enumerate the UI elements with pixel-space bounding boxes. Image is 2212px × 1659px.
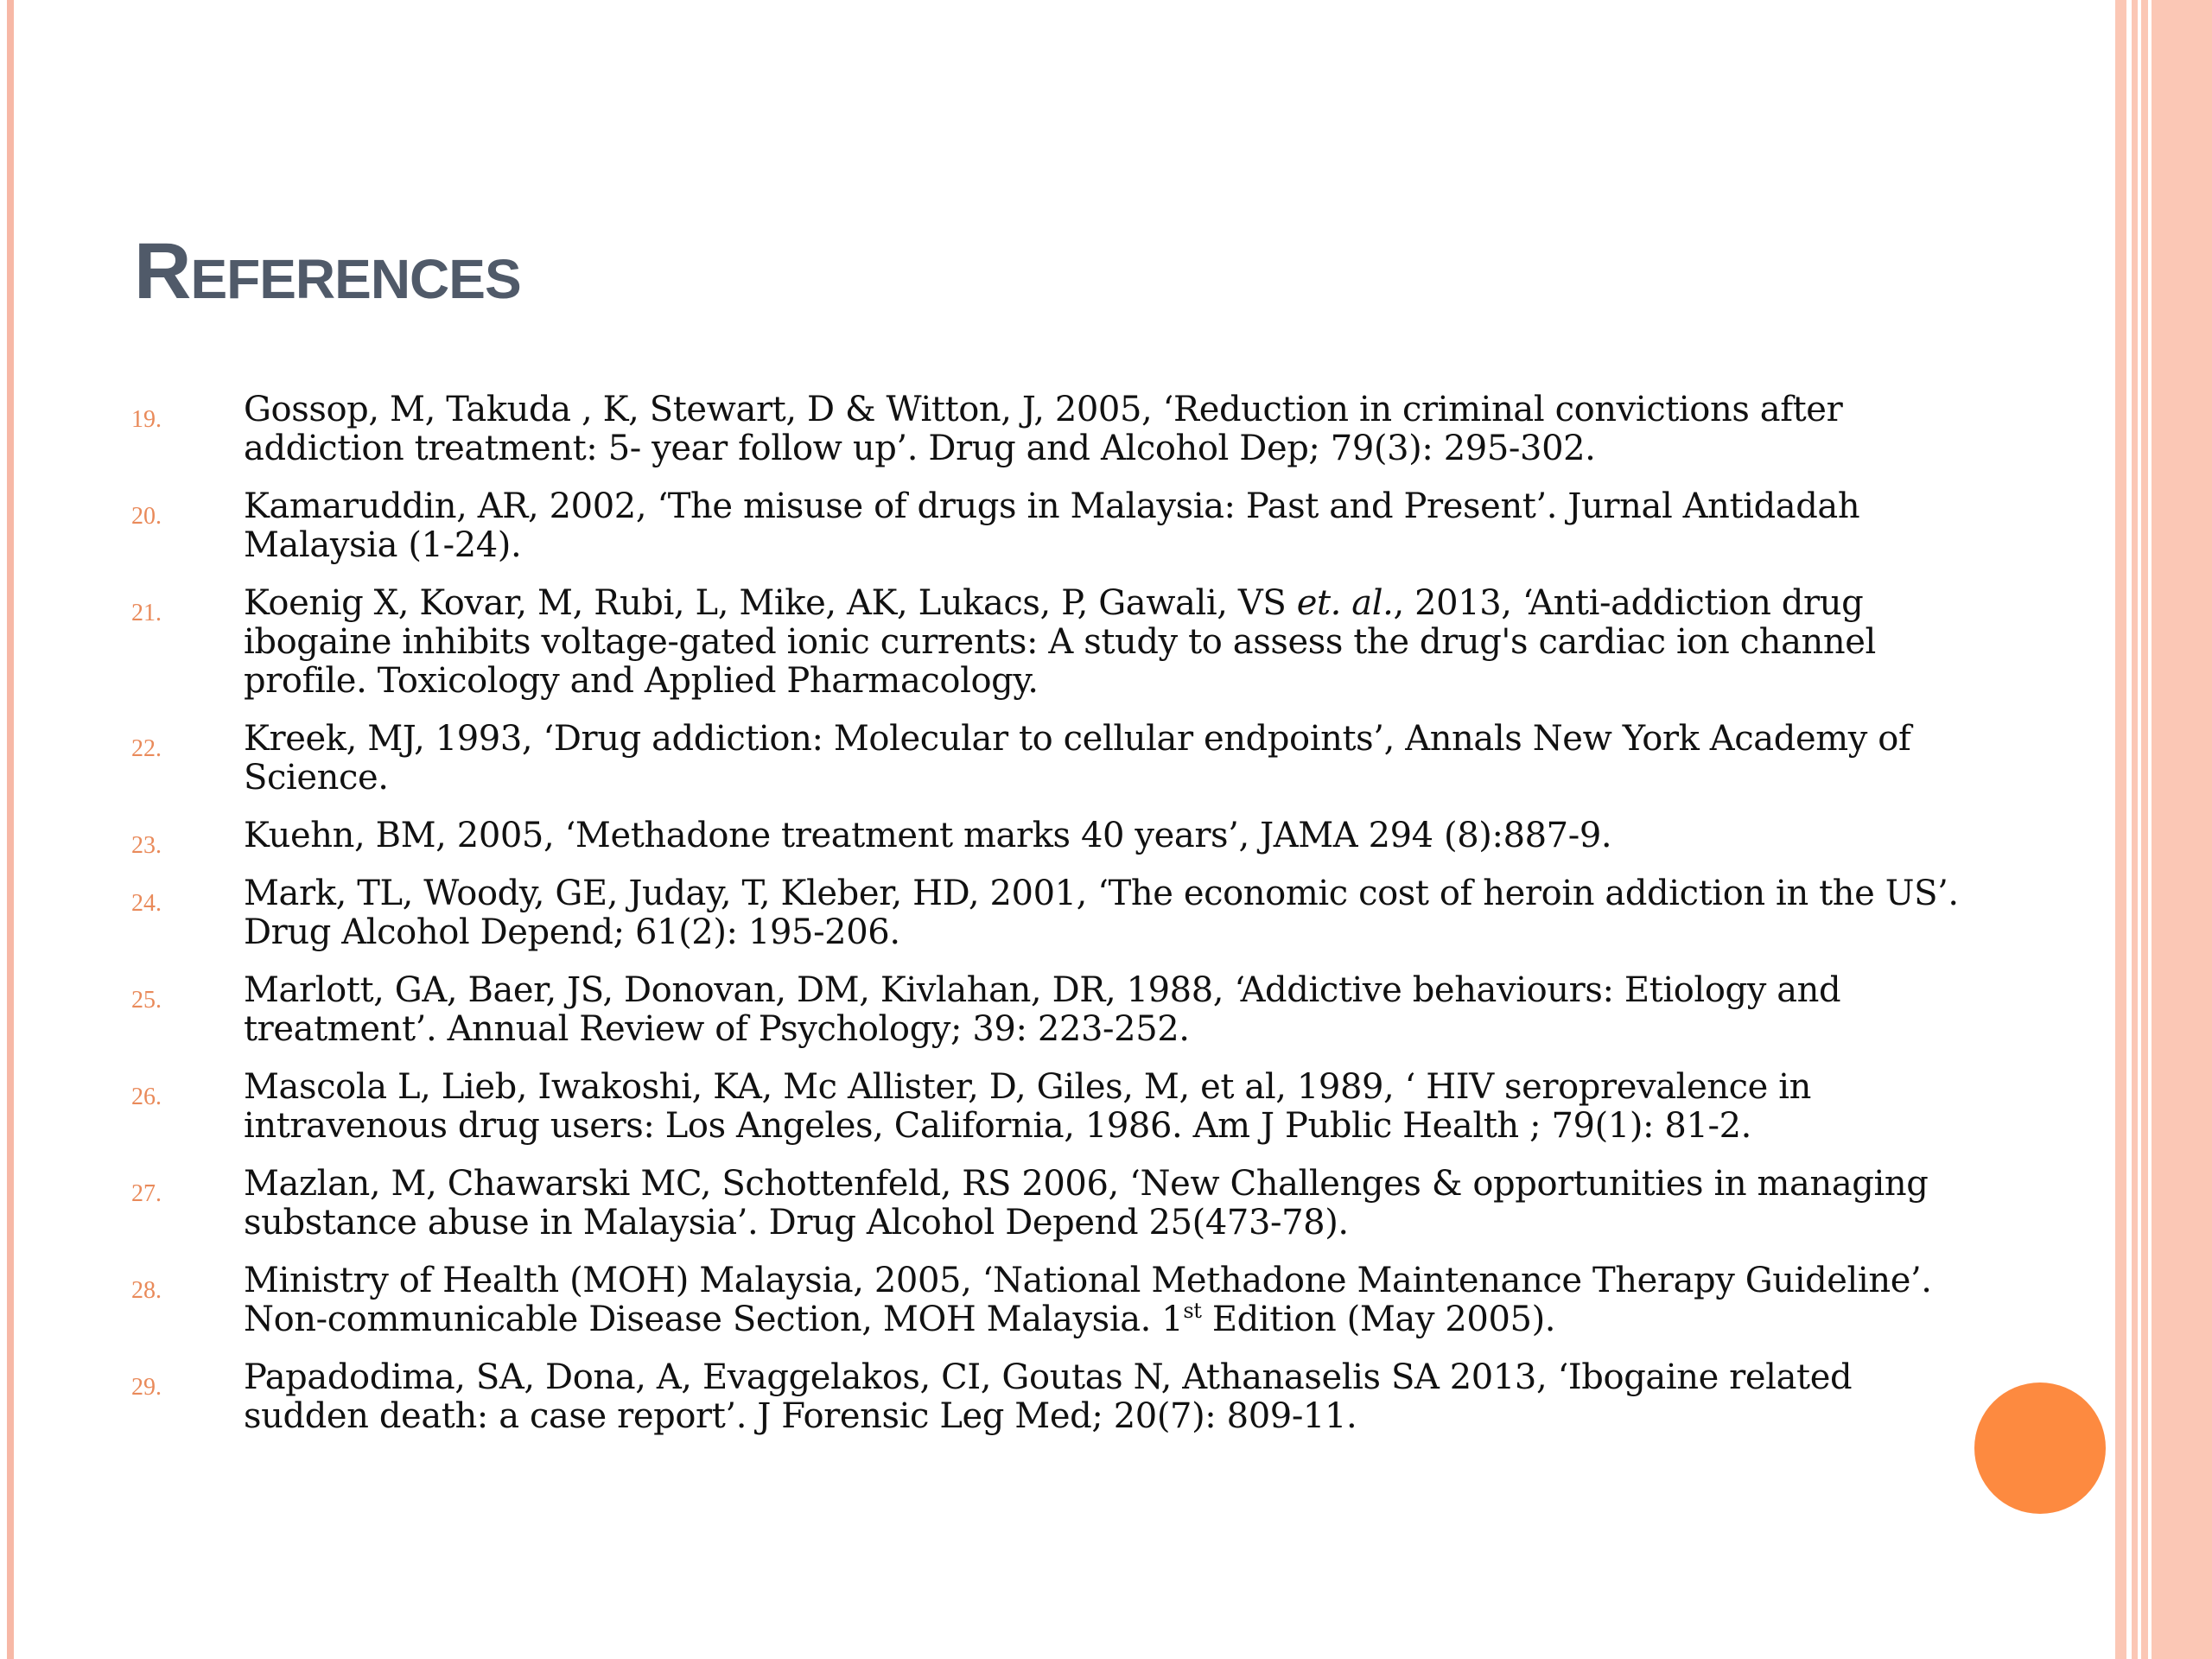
reference-text: Gossop, M, Takuda , K, Stewart, D & Witton, J, 2005, ‘Reduction in criminal convictions after addiction treatment: 5- year follow up’. Drug and Alcohol Dep; 79(3): 295-302. — [244, 390, 1843, 468]
reference-number: 29. — [131, 1374, 162, 1401]
reference-item — [130, 1358, 1979, 1436]
reference-number: 20. — [131, 503, 162, 530]
reference-text: Mark, TL, Woody, GE, Juday, T, Kleber, HD, 2001, ‘The economic cost of heroin addiction in the US’. Drug Alcohol Depend; 61(2): 195-206. — [244, 874, 1959, 952]
right-border-stripe — [2126, 0, 2132, 1659]
reference-text-part: Ministry of Health (MOH) Malaysia, 2005, ‘National Methadone Maintenance Therapy Guideline’. Non-communicable Disease Section, MOH Malaysia. 1 — [244, 1261, 1932, 1339]
reference-item — [130, 1262, 1979, 1339]
reference-text-part: Edition (May 2005). — [1201, 1300, 1556, 1339]
reference-text: Papadodima, SA, Dona, A, Evaggelakos, CI, Goutas N, Athanaselis SA 2013, ‘Ibogaine related sudden death: a case report’. J Forensic Leg Med; 20(7): 809-11. — [244, 1357, 1853, 1436]
reference-number: 27. — [131, 1180, 162, 1207]
reference-item — [130, 1165, 1979, 1243]
reference-number: 25. — [131, 987, 162, 1014]
reference-text: Mazlan, M, Chawarski MC, Schottenfeld, RS 2006, ‘New Challenges & opportunities in managing substance abuse in Malaysia’. Drug Alcohol Depend 25(473-78). — [244, 1164, 1929, 1243]
reference-number: 26. — [131, 1084, 162, 1110]
reference-text: Kreek, MJ, 1993, ‘Drug addiction: Molecular to cellular endpoints’, Annals New York Academy of Science. — [244, 719, 1911, 798]
reference-number: 22. — [131, 735, 162, 762]
reference-item — [130, 584, 1979, 701]
reference-item — [130, 391, 1979, 468]
reference-list — [130, 391, 1979, 1455]
reference-text-superscript: st — [1183, 1299, 1202, 1323]
reference-text: Mascola L, Lieb, Iwakoshi, KA, Mc Allister, D, Giles, M, et al, 1989, ‘ HIV seroprevalence in intravenous drug users: Los Angeles, California, 1986. Am J Public Health ; 79(1): 81-2. — [244, 1067, 1812, 1146]
reference-text: Marlott, GA, Baer, JS, Donovan, DM, Kivlahan, DR, 1988, ‘Addictive behaviours: Etiology and treatment’. Annual Review of Psychology; 39: 223-252. — [244, 970, 1841, 1049]
reference-number: 21. — [131, 600, 162, 626]
reference-number: 28. — [131, 1277, 162, 1304]
reference-number: 24. — [131, 890, 162, 917]
reference-item — [130, 720, 1979, 798]
reference-text: Kuehn, BM, 2005, ‘Methadone treatment marks 40 years’, JAMA 294 (8):887-9. — [244, 816, 1612, 855]
reference-item — [130, 816, 1979, 859]
reference-text — [244, 1262, 1979, 1339]
decorative-circle — [1974, 1382, 2106, 1514]
reference-text-italic: et. al. — [1296, 583, 1394, 623]
slide-title: References — [134, 227, 521, 315]
reference-text-part: Koenig X, Kovar, M, Rubi, L, Mike, AK, Lukacs, P, Gawali, VS — [244, 583, 1297, 623]
reference-item — [130, 1068, 1979, 1146]
reference-item — [130, 874, 1979, 952]
reference-text — [244, 584, 1979, 701]
right-border-stripe — [2138, 0, 2141, 1659]
reference-item — [130, 487, 1979, 565]
reference-text-part: , 2013, ‘Anti-addiction drug ibogaine inhibits voltage-gated ionic currents: A study to assess the drug's cardiac ion channel profile. Toxicology and Applied Pharmacology. — [244, 583, 1876, 701]
reference-text: Kamaruddin, AR, 2002, ‘The misuse of drugs in Malaysia: Past and Present’. Jurnal Antidadah Malaysia (1-24). — [244, 486, 1860, 565]
reference-number: 23. — [131, 832, 162, 859]
reference-item — [130, 971, 1979, 1049]
right-border-stripe — [2148, 0, 2152, 1659]
reference-number: 19. — [131, 406, 162, 433]
left-border-line — [7, 0, 14, 1659]
